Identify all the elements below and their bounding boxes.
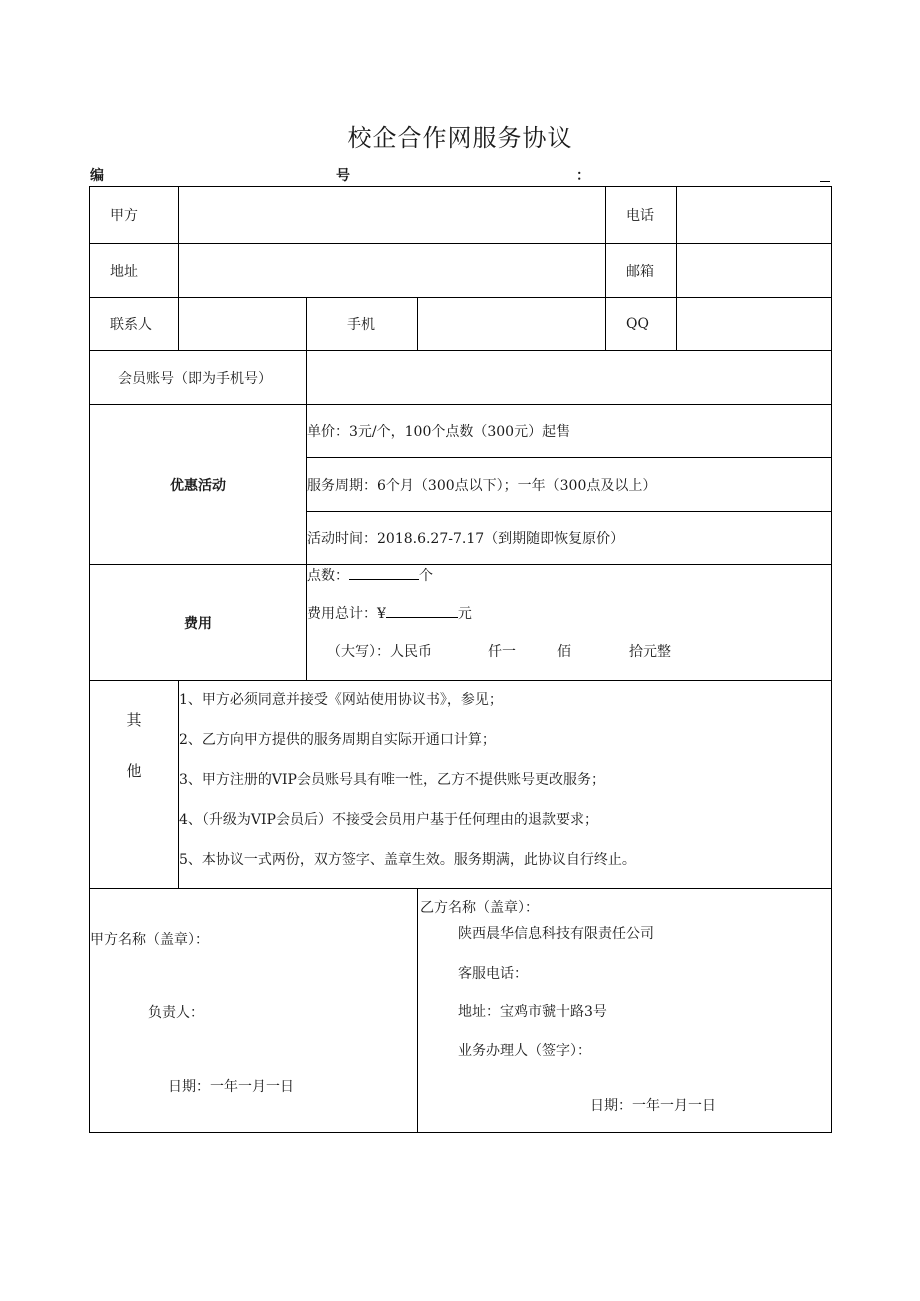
party-a-field[interactable] bbox=[179, 187, 606, 244]
other-item-3: 3、甲方注册的VIP会员账号具有唯一性，乙方不提供账号更改服务； bbox=[179, 772, 605, 788]
party-b-service-phone: 客服电话： bbox=[458, 966, 528, 982]
fee-points-suffix: 个 bbox=[419, 568, 433, 584]
party-b-signature-block bbox=[418, 889, 832, 1133]
email-field[interactable] bbox=[677, 244, 832, 298]
row-fee bbox=[90, 565, 832, 681]
party-b-name-label: 乙方名称（盖章）： bbox=[420, 900, 539, 916]
fee-points-line bbox=[307, 565, 831, 585]
fee-shi: 拾元整 bbox=[629, 644, 671, 660]
row-address bbox=[90, 244, 832, 298]
qq-field[interactable] bbox=[677, 298, 832, 351]
row-member-account bbox=[90, 351, 832, 405]
fee-total-prefix: 费用总计：¥ bbox=[307, 606, 386, 622]
fee-qian: 仟一 bbox=[488, 644, 516, 660]
mobile-field[interactable] bbox=[418, 298, 606, 351]
other-label-bottom: 他 bbox=[126, 762, 142, 780]
fee-content bbox=[307, 565, 832, 681]
party-b-agent: 业务办理人（签字）： bbox=[458, 1043, 591, 1059]
other-content bbox=[179, 681, 832, 889]
serial-label-char1: 编 bbox=[90, 168, 104, 184]
serial-label-char2: 号 bbox=[336, 168, 350, 184]
fee-total-suffix: 元 bbox=[457, 606, 472, 622]
fee-points-blank[interactable] bbox=[349, 565, 419, 580]
promotion-label: 优惠活动 bbox=[90, 405, 307, 565]
fee-label: 费用 bbox=[90, 565, 307, 681]
other-item-1: 1、甲方必须同意并接受《网站使用协议书》，参见； bbox=[179, 692, 503, 708]
row-signature bbox=[90, 889, 832, 1133]
member-account-label: 会员账号（即为手机号） bbox=[90, 351, 307, 405]
other-item-2: 2、乙方向甲方提供的服务周期自实际开通口计算； bbox=[179, 732, 496, 748]
address-label: 地址 bbox=[90, 244, 179, 298]
party-a-label: 甲方 bbox=[90, 187, 179, 244]
promo-unit-price: 单价：3元/个，100个点数（300元）起售 bbox=[307, 405, 832, 458]
fee-points-prefix: 点数： bbox=[307, 568, 349, 584]
other-label bbox=[90, 681, 179, 889]
fee-capital-prefix: （大写）：人民币 bbox=[327, 644, 432, 660]
row-other bbox=[90, 681, 832, 889]
contact-label: 联系人 bbox=[90, 298, 179, 351]
party-b-date: 日期：一年一月一日 bbox=[590, 1098, 716, 1114]
email-label: 邮箱 bbox=[606, 244, 677, 298]
party-a-signature-block bbox=[90, 889, 418, 1133]
party-a-responsible-label: 负责人： bbox=[148, 1005, 204, 1021]
qq-label: QQ bbox=[606, 298, 677, 351]
mobile-label: 手机 bbox=[307, 298, 418, 351]
promo-service-period: 服务周期：6个月（300点以下）；一年（300点及以上） bbox=[307, 458, 832, 512]
row-promo-1 bbox=[90, 405, 832, 458]
row-party-a bbox=[90, 187, 832, 244]
serial-underline bbox=[820, 181, 830, 182]
row-contact bbox=[90, 298, 832, 351]
member-account-field[interactable] bbox=[307, 351, 832, 405]
party-b-company: 陕西晨华信息科技有限责任公司 bbox=[458, 926, 654, 942]
fee-total-line bbox=[307, 603, 831, 623]
fee-capital-line bbox=[307, 641, 831, 661]
promo-activity-time: 活动时间：2018.6.27-7.17（到期随即恢复原价） bbox=[307, 512, 832, 565]
document-title: 校企合作网服务协议 bbox=[347, 124, 573, 152]
serial-label-colon: ： bbox=[576, 168, 590, 184]
party-a-name-label: 甲方名称（盖章）： bbox=[90, 932, 209, 948]
fee-bai: 佰 bbox=[557, 644, 571, 660]
agreement-form-table bbox=[89, 186, 832, 1133]
other-item-4: 4、（升级为VIP会员后）不接受会员用户基于任何理由的退款要求； bbox=[179, 812, 598, 828]
other-item-5: 5、本协议一式两份，双方签字、盖章生效。服务期满，此协议自行终止。 bbox=[179, 852, 636, 868]
fee-total-blank[interactable] bbox=[386, 603, 458, 618]
phone-field[interactable] bbox=[677, 187, 832, 244]
party-a-date: 日期：一年一月一日 bbox=[168, 1079, 294, 1095]
other-label-top: 其 bbox=[126, 711, 142, 729]
address-field[interactable] bbox=[179, 244, 606, 298]
contact-field[interactable] bbox=[179, 298, 307, 351]
phone-label: 电话 bbox=[606, 187, 677, 244]
party-b-address: 地址：宝鸡市虢十路3号 bbox=[458, 1004, 607, 1020]
